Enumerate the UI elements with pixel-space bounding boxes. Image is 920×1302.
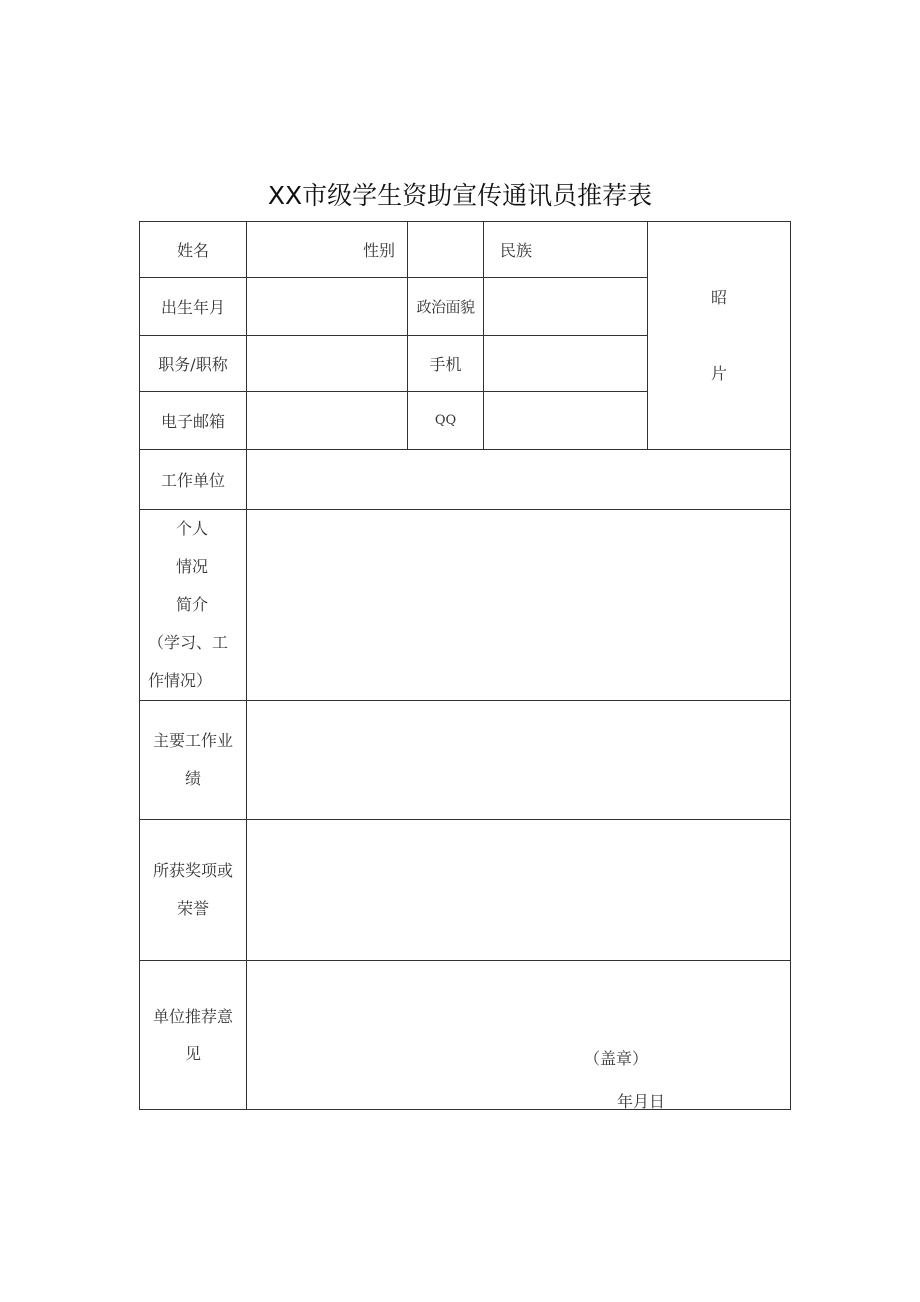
seal-text: （盖章）	[584, 1049, 649, 1068]
date-text: 年月日	[617, 1092, 666, 1110]
achievements-label-line: 主要工作业	[152, 731, 233, 750]
achievements-field[interactable]	[247, 701, 791, 820]
qq-field[interactable]	[484, 392, 648, 450]
awards-label-line: 所获奖项或	[152, 861, 233, 880]
awards-label-line: 荣誉	[176, 899, 209, 918]
qq-label: QQ	[408, 392, 484, 450]
brief-label-line: 作情况）	[148, 671, 213, 690]
position-field[interactable]	[247, 336, 408, 392]
page-title: XX市级学生资助宣传通讯员推荐表	[267, 181, 653, 210]
workplace-field[interactable]	[247, 450, 791, 510]
gender-field[interactable]	[408, 222, 484, 278]
brief-label-line: 情况	[176, 557, 209, 576]
politics-field[interactable]	[484, 278, 648, 336]
achievements-label	[140, 701, 247, 820]
birth-label: 出生年月	[140, 278, 247, 336]
photo-box[interactable]	[648, 222, 791, 450]
achievements-label-line: 绩	[184, 769, 201, 788]
brief-label	[140, 510, 247, 701]
birth-field[interactable]	[247, 278, 408, 336]
recommendation-label-line: 单位推荐意	[152, 1007, 233, 1026]
brief-field[interactable]	[247, 510, 791, 701]
brief-label-line: 个人	[176, 519, 209, 538]
ethnicity-label: 民族	[484, 222, 648, 278]
brief-label-line: （学习、工	[148, 633, 229, 652]
politics-label: 政治面貌	[408, 278, 484, 336]
awards-label	[140, 820, 247, 961]
recommendation-label-line: 见	[184, 1044, 201, 1063]
email-label: 电子邮箱	[140, 392, 247, 450]
name-label: 姓名	[140, 222, 247, 278]
phone-field[interactable]	[484, 336, 648, 392]
recommendation-field[interactable]	[247, 961, 791, 1110]
position-label: 职务/职称	[140, 336, 247, 392]
gender-label: 性别	[247, 222, 408, 278]
recommendation-form	[139, 221, 791, 1110]
email-field[interactable]	[247, 392, 408, 450]
photo-label-top: 昭	[710, 287, 727, 307]
photo-label-bottom: 片	[710, 363, 727, 383]
brief-label-line: 简介	[176, 595, 209, 614]
phone-label: 手机	[408, 336, 484, 392]
workplace-label: 工作单位	[140, 450, 247, 510]
awards-field[interactable]	[247, 820, 791, 961]
recommendation-label	[140, 961, 247, 1110]
